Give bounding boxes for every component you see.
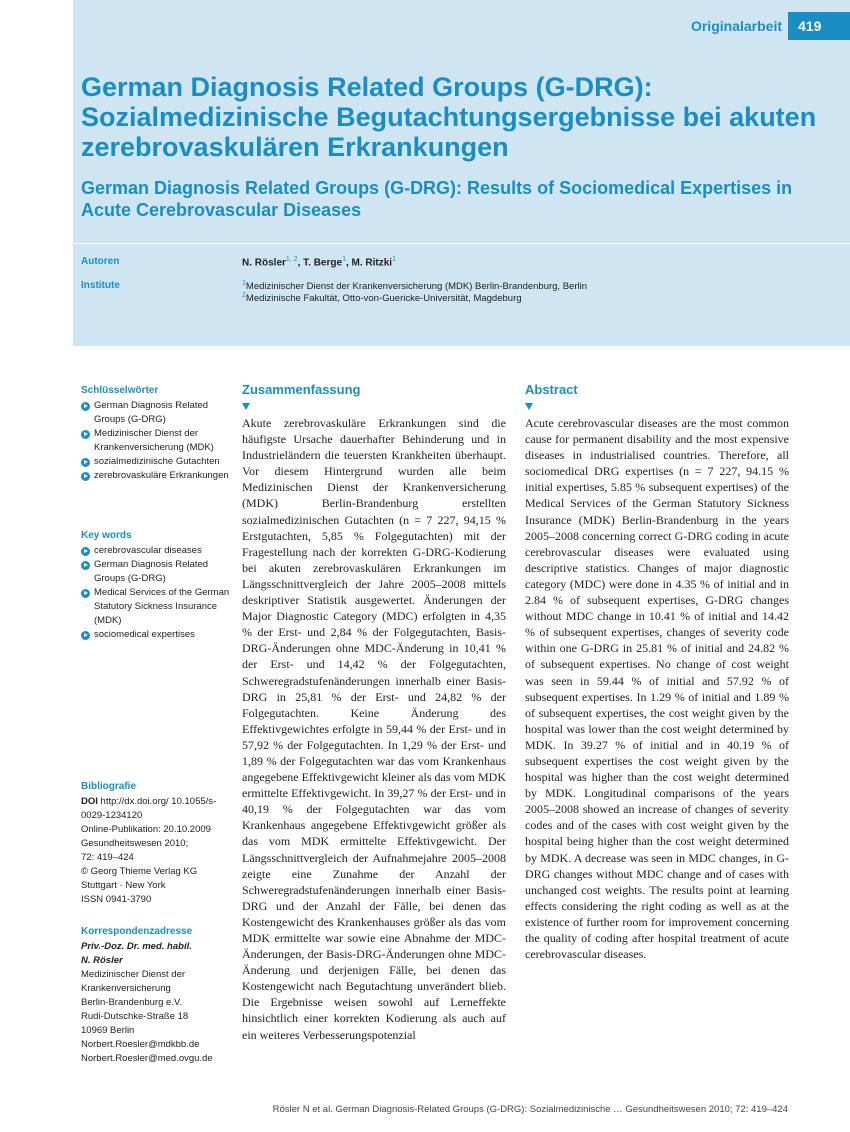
email-link[interactable]: Norbert.Roesler@mdkbb.de [81, 1039, 200, 1050]
keyword-text: Medical Services of the German Statutory Sickness Insurance (MDK) [94, 587, 230, 626]
keywords-german-heading: Schlüsselwörter [81, 385, 159, 396]
keyword-item [81, 628, 231, 642]
email-link[interactable]: Norbert.Roesler@med.ovgu.de [81, 1053, 213, 1064]
address-line: 10969 Berlin [81, 1025, 135, 1036]
header-divider [73, 243, 850, 244]
zusammenfassung-text: Akute zerebrovaskuläre Erkrankungen sind die häufigste Ursache dauerhafter Behinderung und in Industrieländern die teuersten Krankheiten überhaupt. Vor diesem Hintergrund wurden alle beim Medizinischen Dienst der Krankenversicherung (MDK) Berlin-Brandenburg erstellten sozialmedizinischen Gutachten (n = 7 227, 94,15 % Erstgutachten, 5,85 % Folgegutachten) mit der Fragestellung nach der korrekten G-DRG-Kodierung bei akuten zerebrovaskulären Erkrankungen im Längsschnittvergleich der Jahre 2005–2008 mittels deskriptiver Statistik ausgewertet. Änderungen der Major Diagnostic Category (MDC) erfolgten in 4,35 % der Erst- und 2,84 % der Folgegutachten, Basis-DRG-Änderungen ohne MDC-Änderung in 10,41 % der Erst- und 14,42 % der Folgegutachten, Schweregradstufenänderungen innerhalb einer Basis-DRG in 25,81 % der Erst- und 24,82 % der Folgegutachten. Keine Änderung des Effektivgewichtes erfolgte in 59,44 % der Erst- und in 57,92 % der Folgegutachten. In 1,29 % der Erst- und 1,89 % der Folgegutachten war das vom Krankenhaus angegebene Effektivgewicht kleiner als das vom MDK ermittelte Effektivgewicht. In 39,27 % der Erst- und in 40,19 % der Folgegutachten war das vom Krankenhaus angegebene Effektivgewicht größer als das vom MDK ermittelte Effektivgewicht. Der Längsschnittvergleich der Aufnahmejahre 2005–2008 zeigte eine Zunahme der Anzahl der Schweregradstufenänderungen innerhalb einer Basis-DRG und der Anzahl der Fälle, bei denen das Kostengewicht des Krankenhauses größer als das vom MDK ermittelte war sowie eine Abnahme der MDC-Änderungen, der Basis-DRG-Änderungen ohne MDC-Änderung und derjenigen Fälle, bei denen das Kostengewicht nach Begutachtung unverändert blieb. Die Ergebnisse weisen sowohl auf Lerneffekte hinsichtlich einer korrekten Kodierung als auch auf ein weiteres Verbesserungspotenzial [242, 416, 506, 1042]
page-number: 419 [788, 12, 850, 40]
bullet-arrow-icon [81, 589, 90, 598]
triangle-down-icon [525, 403, 533, 410]
correspondent-name: Priv.-Doz. Dr. med. habil. [81, 941, 192, 952]
correspondence-heading: Korrespondenzadresse [81, 926, 193, 937]
institute-number: 2 [242, 292, 246, 299]
keyword-text: German Diagnosis Related Groups (G-DRG) [94, 400, 209, 425]
author-affiliation: 1 [392, 256, 396, 263]
abstract-text: Acute cerebrovascular diseases are the most common cause for permanent disability and the most expensive diseases in industrialised countries. Therefore, all sociomedical DRG expertises (n = 7 227, 94.15 % initial expertises, 5.85 % subsequent expertises) of the Medical Services of the German Statutory Sickness Insurance (MDK) Berlin-Brandenburg in the years 2005–2008 concerning correct G-DRG coding in acute cerebrovascular diseases were evaluated using descriptive statistics. Changes of major diagnostic category (MDC) were done in 4.35 % of initial and in 2.84 % of subsequent expertises, G-DRG changes without MDC change in 10.41 % of initial and 14.42 % of subsequent expertises, changes of severity code within one G-DRG in 25.81 % of initial and 24.82 % of subsequent expertises. No change of cost weight was seen in 59.44 % of initial and 57.92 % of subsequent expertises. In 1.29 % of initial and 1.89 % of subsequent expertises, the cost weight given by the hospital was lower than the cost weight determined by MDK. In 39.27 % of initial and in 40.19 % of subsequent expertises the cost weight given by the hospital was higher than the cost weight determined by MDK. Longitudinal comparisons of the years 2005–2008 showed an increase of changes of severity codes and of the cases with cost weight given by the hospital being higher than the cost weight determined by MDK. A decrease was seen in MDC changes, in G-DRG changes without MDC change and of cases with unchanged cost weights. The results point at learning effects considering the right coding as well as at the existence of further room for improvement concerning the quality of coding after hospital treatment of acute cerebrovascular diseases. [525, 416, 789, 962]
bibliography-line: ISSN 0941-3790 [81, 894, 152, 905]
footer-citation: Rösler N et al. German Diagnosis-Related Groups (G-DRG): Sozialmedizinische … Gesundheitswesen 2010; 72: 419–424 [272, 1104, 788, 1115]
authors-label: Autoren [81, 256, 120, 267]
keyword-text: sozialmedizinische Gutachten [94, 456, 220, 467]
keyword-item [81, 586, 231, 628]
institute-text: Medizinische Fakultät, Otto-von-Guericke-Universität, Magdeburg [245, 293, 522, 305]
keyword-text: Medizinischer Dienst der Krankenversicherung (MDK) [94, 428, 214, 453]
correspondence [81, 925, 231, 1066]
institute-text: Medizinischer Dienst der Krankenversicherung (MDK) Berlin-Brandenburg, Berlin [245, 281, 587, 293]
keyword-text: sociomedical expertises [94, 629, 195, 640]
bullet-arrow-icon [81, 472, 90, 481]
bibliography-line: © Georg Thieme Verlag KG [81, 866, 198, 877]
keywords-english-heading: Key words [81, 530, 132, 541]
title-english: German Diagnosis Related Groups (G-DRG): Results of Sociomedical Expertises in Acute Cerebrovascular Diseases [81, 178, 793, 220]
bibliography-heading: Bibliografie [81, 781, 137, 792]
address-line: Krankenversicherung [81, 983, 171, 994]
author-list [242, 256, 396, 268]
keywords-german [81, 384, 231, 483]
keyword-item [81, 558, 231, 586]
bullet-arrow-icon [81, 561, 90, 570]
address-line: Medizinischer Dienst der [81, 969, 186, 980]
keyword-item [81, 427, 231, 455]
keyword-text: zerebrovaskuläre Erkrankungen [94, 470, 229, 481]
keyword-item [81, 455, 231, 469]
title-german: German Diagnosis Related Groups (G-DRG): Sozialmedizinische Begutachtungsergebnisse bei akuten zerebrovaskulären Erkrankungen [81, 72, 817, 162]
author-affiliation: 1, 2 [285, 256, 298, 263]
keyword-text: German Diagnosis Related Groups (G-DRG) [94, 559, 209, 584]
author-separator: , [297, 257, 304, 269]
doi-line [81, 795, 231, 823]
author-name: N. Rösler [242, 257, 286, 269]
triangle-down-icon [242, 403, 250, 410]
abstract-heading: Abstract [525, 382, 578, 397]
institutes-label: Institute [81, 280, 120, 291]
keyword-text: cerebrovascular diseases [94, 545, 202, 556]
author-name: M. Ritzki [351, 257, 393, 269]
address-line: Rudi-Dutschke-Straße 18 [81, 1011, 189, 1022]
address-line: Berlin-Brandenburg e.V. [81, 997, 183, 1008]
keyword-item [81, 399, 231, 427]
bullet-arrow-icon [81, 547, 90, 556]
bullet-arrow-icon [81, 402, 90, 411]
bullet-arrow-icon [81, 458, 90, 467]
institute-item [242, 280, 587, 292]
section-label: Originalarbeit [690, 18, 782, 34]
keywords-english [81, 529, 231, 642]
institute-item [242, 292, 522, 304]
bibliography [81, 780, 231, 907]
doi-link[interactable]: http://dx.doi.org/ 10.1055/s-0029-1234120 [81, 796, 217, 821]
bullet-arrow-icon [81, 631, 90, 640]
bibliography-line: 72: 419–424 [81, 852, 134, 863]
doi-label: DOI [81, 796, 98, 807]
zusammenfassung-heading: Zusammenfassung [242, 382, 361, 397]
bibliography-line: Online-Publikation: 20.10.2009 [81, 824, 211, 835]
correspondent-name: N. Rösler [81, 955, 123, 966]
author-separator: , [345, 257, 352, 269]
author-name: T. Berge [303, 257, 343, 269]
institute-number: 1 [242, 280, 246, 287]
author-affiliation: 1 [342, 256, 346, 263]
keyword-item [81, 469, 231, 483]
bullet-arrow-icon [81, 430, 90, 439]
bibliography-line: Stuttgart · New York [81, 880, 166, 891]
keyword-item [81, 544, 231, 558]
bibliography-line: Gesundheitswesen 2010; [81, 838, 189, 849]
